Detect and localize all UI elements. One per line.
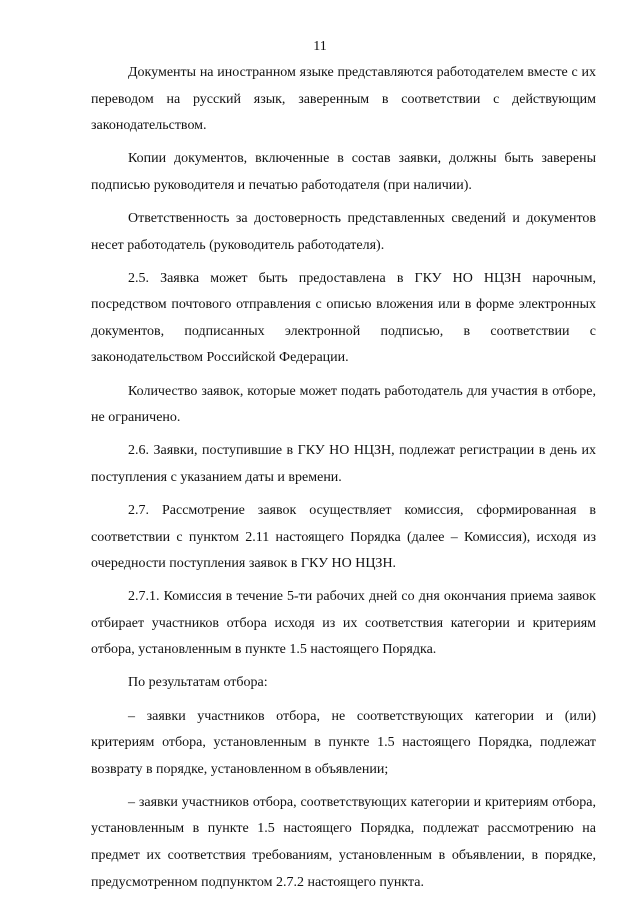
paragraph-responsibility: Ответственность за достоверность представленных сведений и документов несет работодатель (руководитель работодателя). (91, 210, 596, 253)
paragraph-2-7-1: 2.7.1. Комиссия в течение 5-ти рабочих дней со дня окончания приема заявок отбирает участников отбора исходя из их соответствия категории и критериям отбора, установленным в пункте 1.5 настоящего Порядка. (91, 589, 596, 658)
paragraph-application-count: Количество заявок, которые может подать работодатель для участия в отборе, не ограничено. (91, 383, 596, 426)
paragraph-foreign-documents: Документы на иностранном языке представляются работодателем вместе с их переводом на русский язык, заверенным в соответствии с действующим законодательством. (91, 65, 596, 134)
list-item-accepted-applications: – заявки участников отбора, соответствующих категории и критериям отбора, установленным в пункте 1.5 настоящего Порядка, подлежат рассмотрению на предмет их соответствия требованиям, установленным в объявлении, в порядке, предусмотренном подпунктом 2.7.2 настоящего пункта. (91, 794, 596, 890)
paragraph-selection-results: По результатам отбора: (128, 675, 268, 691)
page-number: 11 (313, 39, 327, 54)
paragraph-document-copies: Копии документов, включенные в состав заявки, должны быть заверены подписью руководителя и печатью работодателя (при наличии). (91, 151, 596, 193)
document-body (91, 60, 596, 903)
paragraph-2-5: 2.5. Заявка может быть предоставлена в ГКУ НО НЦЗН нарочным, посредством почтового отправления с описью вложения или в форме электронных документов, подписанных электронной подписью, в соответствии с законодательством Российской Федерации. (91, 270, 596, 366)
paragraph-2-7: 2.7. Рассмотрение заявок осуществляет комиссия, сформированная в соответствии с пунктом 2.11 настоящего Порядка (далее – Комиссия), исходя из очередности поступления заявок в ГКУ НО НЦЗН. (91, 502, 596, 572)
list-item-rejected-applications: – заявки участников отбора, не соответствующих категории и (или) критериям отбора, установленным в пункте 1.5 настоящего Порядка, подлежат возврату в порядке, установленном в объявлении; (91, 708, 596, 777)
paragraph-2-6: 2.6. Заявки, поступившие в ГКУ НО НЦЗН, подлежат регистрации в день их поступления с указанием даты и времени. (91, 443, 596, 485)
